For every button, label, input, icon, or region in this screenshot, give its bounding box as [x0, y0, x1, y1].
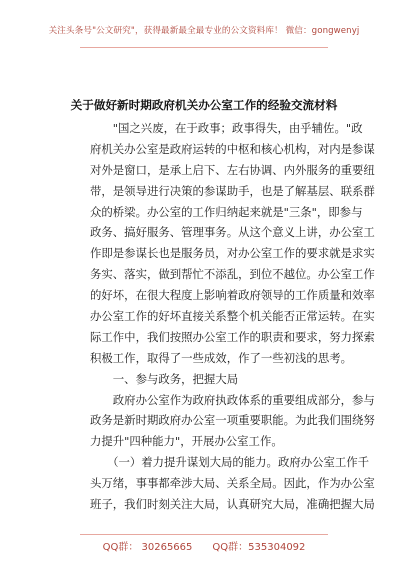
body-line: 政府办公室作为政府执政体系的重要组成部分，参与: [90, 392, 375, 407]
header-notice: 关注头条号"公文研究"，获得最新最全最专业的公文资料库！ 微信：gongwenyj: [48, 26, 360, 36]
body-line: （一）着力提升谋划大局的能力。政府办公室工作千: [90, 455, 370, 470]
page-footer: [0, 534, 408, 564]
body-line: 积极工作，取得了一些成效，作了一些初浅的思考。: [90, 350, 352, 365]
document-body: [90, 118, 375, 515]
header-divider: [80, 47, 328, 48]
body-line: "国之兴废，在于政事；政事得失，由乎辅佐。"政: [90, 121, 363, 135]
page-header: [0, 0, 408, 52]
body-line: 对外是窗口，是承上启下、左右协调、内外服务的重要纽: [90, 162, 375, 177]
body-line: 际工作中，我们按照办公室工作的职责和要求，努力探索: [90, 329, 375, 344]
body-line: 府机关办公室是政府运转的中枢和核心机构，对内是参谋: [90, 141, 375, 156]
footer-divider: [80, 534, 328, 535]
body-line: 政务是新时期政府办公室一项重要职能。为此我们围绕努: [90, 413, 375, 428]
section-heading: 一、参与政务，把握大局: [90, 371, 239, 386]
body-line: 头万绪，事事都牵涉大局、关系全局。因此，作为办公室: [90, 476, 375, 491]
body-line: 带，是领导进行决策的参谋助手，也是了解基层、联系群: [90, 183, 375, 198]
footer-qq-groups: QQ群： 30265665 QQ群：535304092: [102, 542, 306, 553]
body-line: 政务、搞好服务、管理事务。从这个意义上讲，办公室工: [90, 225, 375, 240]
body-line: 办公室工作的好坏直接关系整个机关能否正常运转。在实: [90, 309, 375, 324]
body-line: 作即是参谋长也是服务员，对办公室工作的要求就是求实: [90, 246, 375, 261]
body-line: 的好坏，在很大程度上影响着政府领导的工作质量和效率: [90, 288, 375, 303]
body-line: 务实、落实，做到帮忙不添乱，到位不越位。办公室工作: [90, 267, 375, 282]
body-line: 众的桥梁。办公室的工作归纳起来就是"三条"，即参与: [90, 204, 363, 219]
body-line: 力提升"四种能力"，开展办公室工作。: [90, 434, 283, 449]
body-line: 班子，我们时刻关注大局，认真研究大局，准确把握大局: [90, 497, 375, 512]
document-title: 关于做好新时期政府机关办公室工作的经验交流材料: [70, 98, 338, 112]
